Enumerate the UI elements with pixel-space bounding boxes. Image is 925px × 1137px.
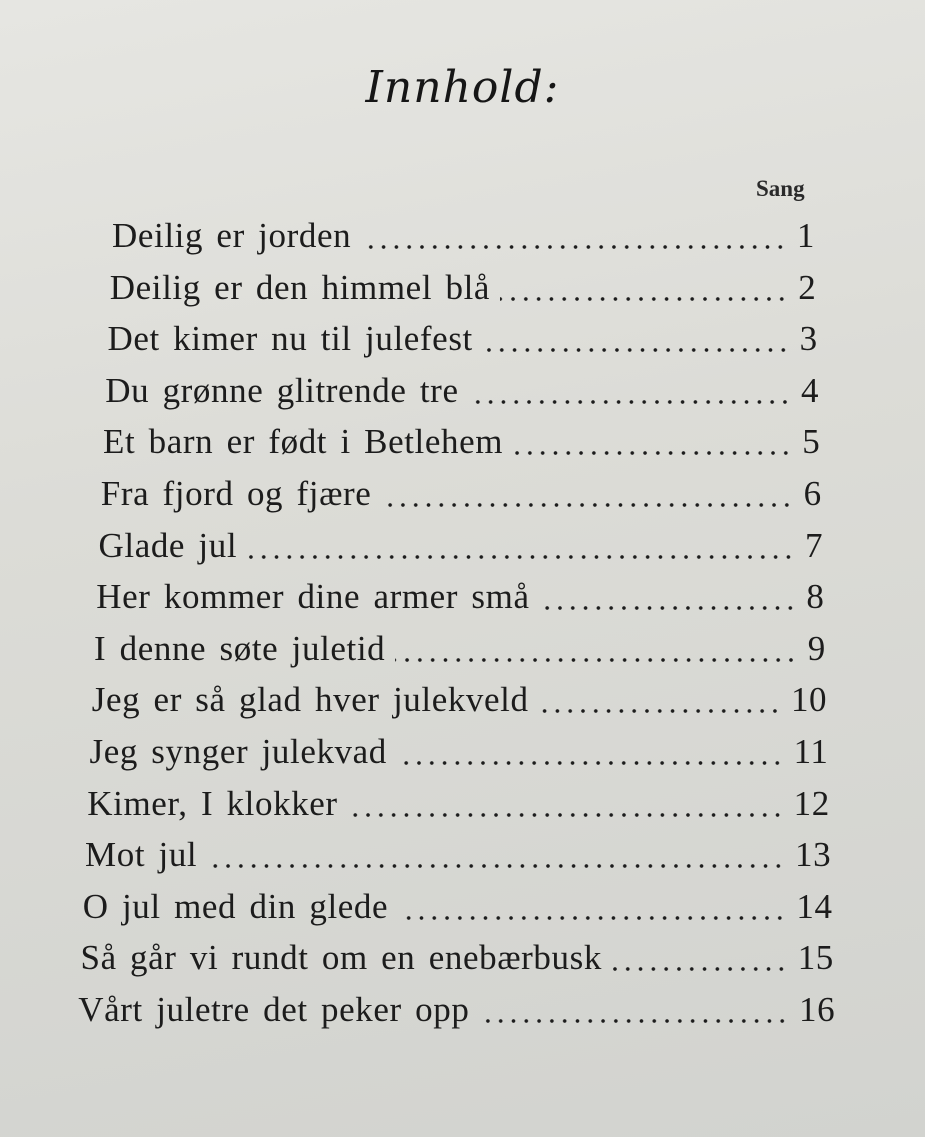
- column-label: Sang: [756, 176, 805, 201]
- entry-title: Det kimer nu til julefest: [107, 319, 473, 359]
- dot-leader: [395, 658, 797, 662]
- entry-title: I denne søte juletid: [94, 628, 386, 668]
- toc-entry: [112, 216, 815, 260]
- entry-title: Jeg er så glad hver julekveld: [91, 680, 529, 720]
- dot-leader: [397, 761, 784, 765]
- entry-title: Mot jul: [85, 835, 198, 875]
- dot-leader: [469, 400, 791, 404]
- entry-title: Her kommer dine armer små: [96, 577, 530, 617]
- entry-number: 7: [804, 525, 824, 565]
- entry-title: Glade jul: [98, 525, 238, 565]
- entry-number: 11: [793, 732, 829, 771]
- toc-entry: [94, 629, 826, 673]
- dot-leader: [361, 245, 787, 249]
- toc-entry: [108, 319, 818, 363]
- dot-leader: [348, 813, 784, 817]
- toc-entry: [92, 680, 827, 724]
- entry-title: O jul med din glede: [82, 886, 389, 926]
- dot-leader: [398, 916, 786, 920]
- toc-entry: [78, 990, 835, 1034]
- entry-number: 10: [790, 680, 828, 720]
- toc-entry: [85, 835, 831, 879]
- toc-entry: [110, 268, 817, 312]
- entry-title: Deilig er den himmel blå: [109, 267, 491, 307]
- toc-entry: [83, 887, 833, 931]
- dot-leader: [247, 555, 795, 559]
- entry-title: Du grønne glitrende tre: [105, 370, 459, 410]
- toc-entry: [99, 526, 824, 570]
- dot-leader: [612, 967, 788, 971]
- page-title: Innhold:: [365, 62, 560, 113]
- entry-title: Jeg synger julekvad: [89, 732, 387, 771]
- dot-leader: [207, 864, 785, 868]
- entry-title: Så går vi rundt om en enebærbusk: [80, 938, 602, 978]
- entry-number: 4: [800, 370, 820, 410]
- toc-entry: [101, 474, 822, 518]
- dot-leader: [500, 297, 788, 301]
- dot-leader: [540, 606, 797, 610]
- toc-entry: [81, 938, 834, 982]
- entry-number: 12: [793, 783, 830, 823]
- toc-entry: [96, 577, 824, 621]
- dot-leader: [479, 1019, 789, 1023]
- dot-leader: [513, 451, 792, 455]
- toc-entry: [87, 784, 830, 828]
- dot-leader: [539, 709, 781, 713]
- toc-entry: [105, 371, 819, 415]
- entry-title: Et barn er født i Betlehem: [103, 422, 504, 462]
- entry-number: 14: [796, 886, 833, 926]
- entry-number: 16: [799, 990, 836, 1029]
- entry-title: Vårt juletre det peker opp: [78, 990, 470, 1029]
- toc-entry: [90, 732, 829, 776]
- entry-title: Deilig er jorden: [112, 216, 352, 255]
- entry-number: 15: [797, 938, 834, 978]
- entry-number: 9: [807, 628, 826, 668]
- entry-number: 3: [799, 319, 818, 359]
- entry-title: Kimer, I klokker: [87, 783, 338, 823]
- entry-number: 5: [802, 422, 821, 462]
- dot-leader: [483, 348, 790, 352]
- entry-title: Fra fjord og fjære: [100, 474, 372, 513]
- entry-number: 2: [798, 267, 817, 307]
- dot-leader: [381, 503, 793, 507]
- entry-number: 6: [803, 474, 822, 513]
- entry-number: 8: [806, 577, 825, 617]
- entry-number: 1: [796, 216, 815, 255]
- entry-number: 13: [794, 835, 832, 875]
- toc-entry: [103, 422, 820, 466]
